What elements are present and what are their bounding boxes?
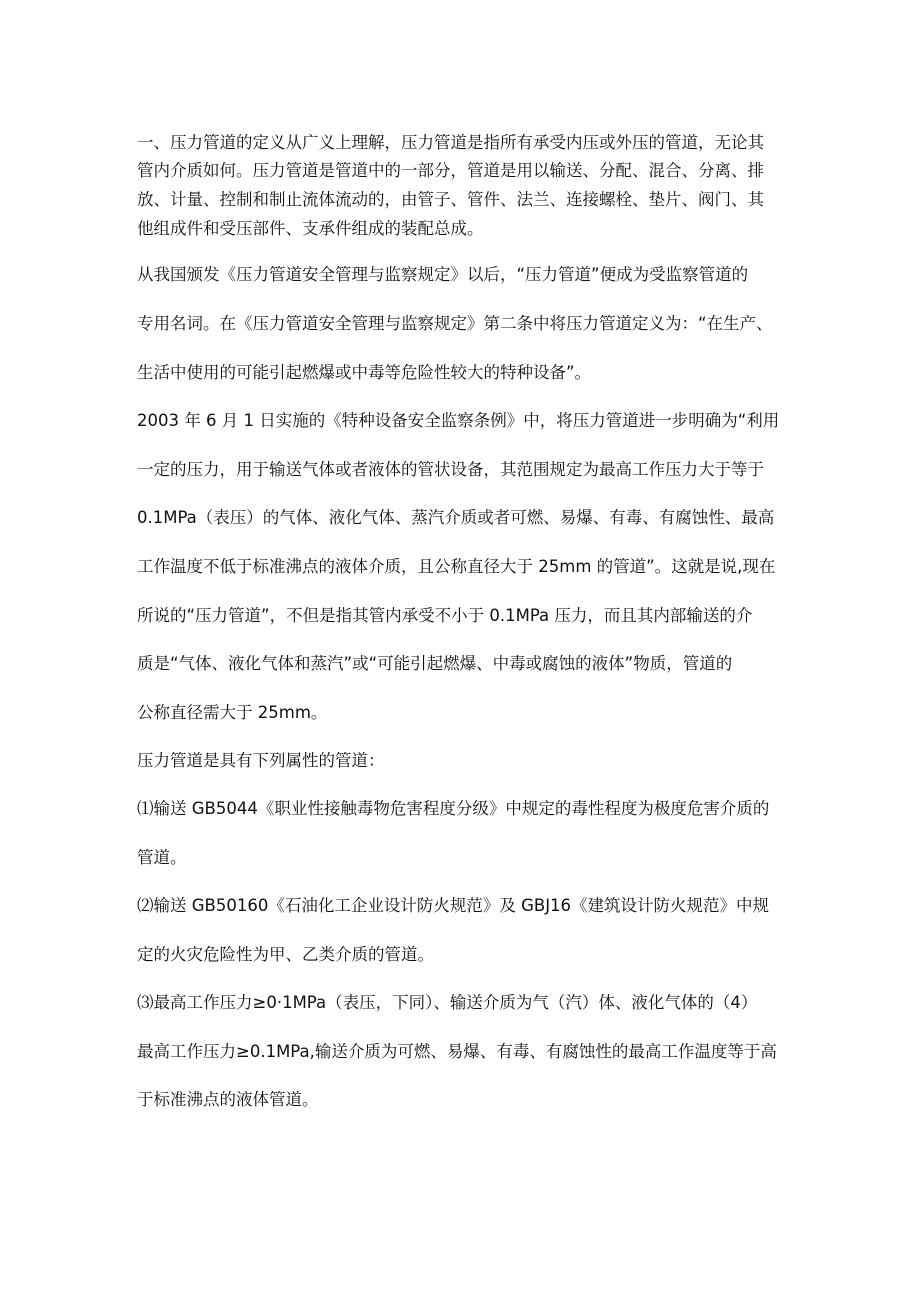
text-line: 管内介质如何。压力管道是管道中的一部分，管道是用以输送、分配、混合、分离、排 [137, 161, 764, 180]
text-line: 质是“气体、液化气体和蒸汽”或“可能引起燃爆、中毒或腐蚀的液体”物质，管道的 [137, 654, 733, 673]
text-line: 他组成件和受压部件、支承件组成的装配总成。 [137, 219, 484, 238]
text-line: 定的火灾危险性为甲、乙类介质的管道。 [137, 945, 434, 964]
text-line: 专用名词。在《压力管道安全管理与监察规定》第二条中将压力管道定义为：“在生产、 [137, 314, 773, 333]
text-line: 0.1MPa（表压）的气体、液化气体、蒸汽介质或者可燃、易爆、有毒、有腐蚀性、最高 [137, 508, 775, 527]
text-line: 一定的压力，用于输送气体或者液体的管状设备，其范围规定为最高工作压力大于等于 [137, 460, 764, 479]
text-line: 所说的“压力管道”，不但是指其管内承受不小于 0.1MPa 压力，而且其内部输送的介 [137, 606, 753, 625]
text-line: 最高工作压力≥0.1MPa,输送介质为可燃、易爆、有毒、有腐蚀性的最高工作温度等于高 [137, 1042, 777, 1061]
text-line: ⑴输送 GB5044《职业性接触毒物危害程度分级》中规定的毒性程度为极度危害介质的 [137, 799, 770, 818]
text-line: 从我国颁发《压力管道安全管理与监察规定》以后，“压力管道”便成为受监察管道的 [137, 265, 749, 284]
text-line: 2003 年 6 月 1 日实施的《特种设备安全监察条例》中，将压力管道进一步明确为“利用 [137, 411, 780, 430]
text-line: ⑵输送 GB50160《石油化工企业设计防火规范》及 GBJ16《建筑设计防火规范》中规 [137, 896, 770, 915]
text-line: ⑶最高工作压力≥0·1MPa（表压，下同）、输送介质为气（汽）体、液化气体的（4） [137, 993, 758, 1012]
text-line: 于标准沸点的液体管道。 [137, 1090, 319, 1109]
text-line: 管道。 [137, 848, 187, 867]
text-line: 工作温度不低于标准沸点的液体介质，且公称直径大于 25mm 的管道”。这就是说,现在 [137, 557, 776, 576]
text-line: 生活中使用的可能引起燃爆或中毒等危险性较大的特种设备”。 [137, 363, 592, 382]
text-line: 放、计量、控制和制止流体流动的，由管子、管件、法兰、连接螺栓、垫片、阀门、其 [137, 190, 764, 209]
text-line: 压力管道是具有下列属性的管道： [137, 751, 385, 770]
text-line: 公称直径需大于 25mm。 [137, 703, 328, 722]
text-line: 一、压力管道的定义从广义上理解，压力管道是指所有承受内压或外压的管道，无论其 [137, 133, 764, 152]
